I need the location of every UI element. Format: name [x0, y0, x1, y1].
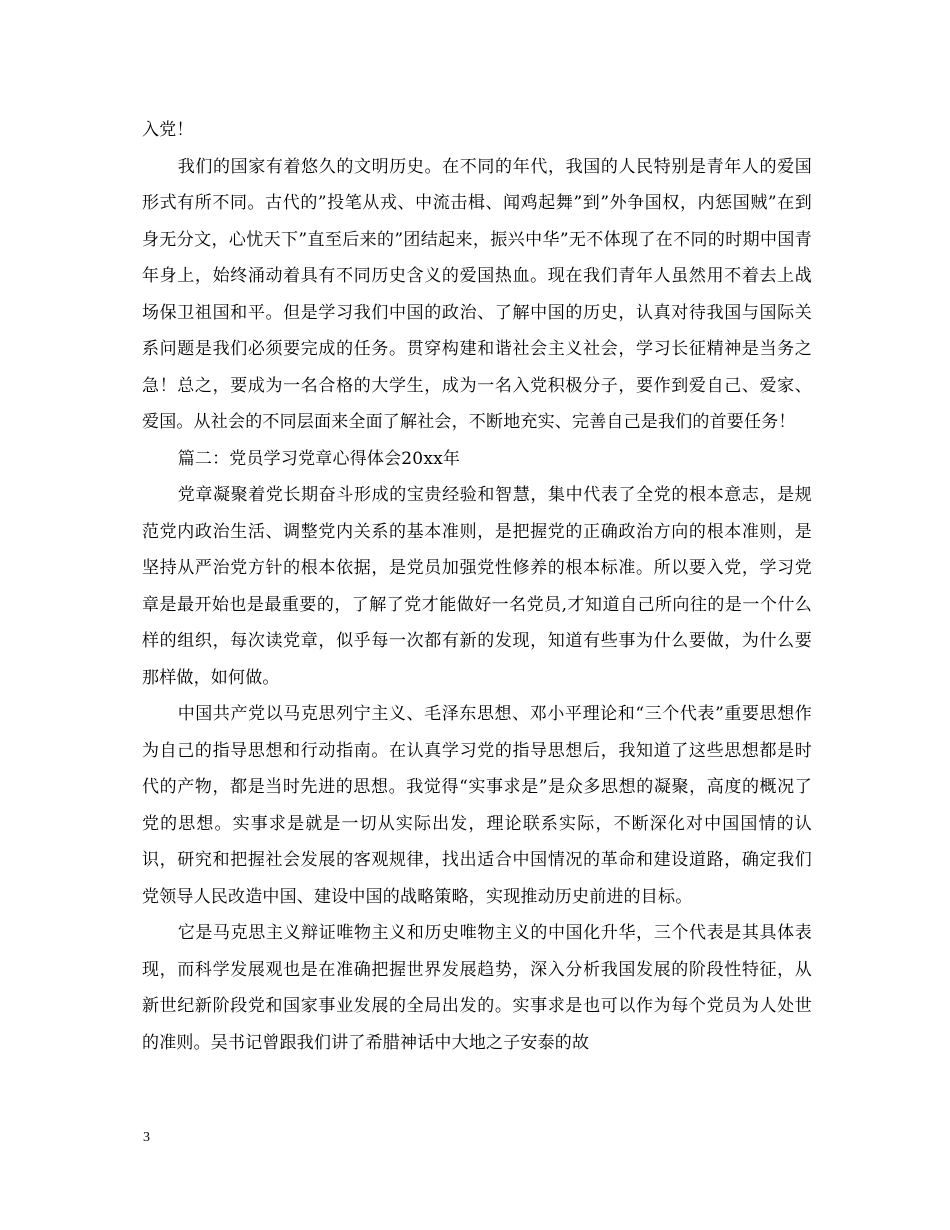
paragraph-party-constitution: 党章凝聚着党长期奋斗形成的宝贵经验和智慧，集中代表了全党的根本意志，是规范党内政治生活、调整党内关系的基本准则，是把握党的正确政治方向的根本准则，是坚持从严治党方针的根本依据，是党员加强党性修养的根本标准。所以要入党，学习党章是最开始也是最重要的，了解了党才能做好一名党员,才知道自己所向往的是一个什么样的组织，每次读党章，似乎每一次都有新的发现，知道有些事为什么要做，为什么要那样做，如何做。 [142, 485, 812, 688]
paragraph-patriotism: 我们的国家有着悠久的文明历史。在不同的年代，我国的人民特别是青年人的爱国形式有所不同。古代的”投笔从戎、中流击楫、闻鸡起舞”到”外争国权，内惩国贼”在到身无分文，心忧天下”直至后来的”团结起来，振兴中华”无不体现了在不同的时期中国青年身上，始终涌动着具有不同历史含义的爱国热血。现在我们青年人虽然用不着去上战场保卫祖国和平。但是学习我们中国的政治、了解中国的历史，认真对待我国与国际关系问题是我们必须要完成的任务。贯穿构建和谐社会主义社会，学习长征精神是当务之急！总之，要成为一名合格的大学生，成为一名入党积极分子，要作到爱自己、爱家、爱国。从社会的不同层面来全面了解社会，不断地充实、完善自己是我们的首要任务！ [142, 156, 812, 432]
document-body [142, 112, 812, 1061]
paragraph-guiding-thought: 中国共产党以马克思列宁主义、毛泽东思想、邓小平理论和“三个代表”重要思想作为自己的指导思想和行动指南。在认真学习党的指导思想后，我知道了这些思想都是时代的产物，都是当时先进的思想。我觉得“实事求是”是众多思想的凝聚，高度的概况了党的思想。实事求是就是一切从实际出发，理论联系实际，不断深化对中国国情的认识，研究和把握社会发展的客观规律，找出适合中国情况的革命和建设道路，确定我们党领导人民改造中国、建设中国的战略策略，实现推动历史前进的目标。 [142, 704, 812, 907]
paragraph-marxism: 它是马克思主义辩证唯物主义和历史唯物主义的中国化升华，三个代表是其具体表现，而科学发展观也是在准确把握世界发展趋势，深入分析我国发展的阶段性特征，从新世纪新阶段党和国家事业发展的全局出发的。实事求是也可以作为每个党员为人处世的准则。吴书记曾跟我们讲了希腊神话中大地之子安泰的故 [142, 923, 812, 1053]
section-heading: 篇二：党员学习党章心得体会20xx年 [177, 448, 461, 469]
paragraph-continuation: 入党！ [142, 120, 194, 140]
page-number: 3 [143, 1130, 150, 1145]
